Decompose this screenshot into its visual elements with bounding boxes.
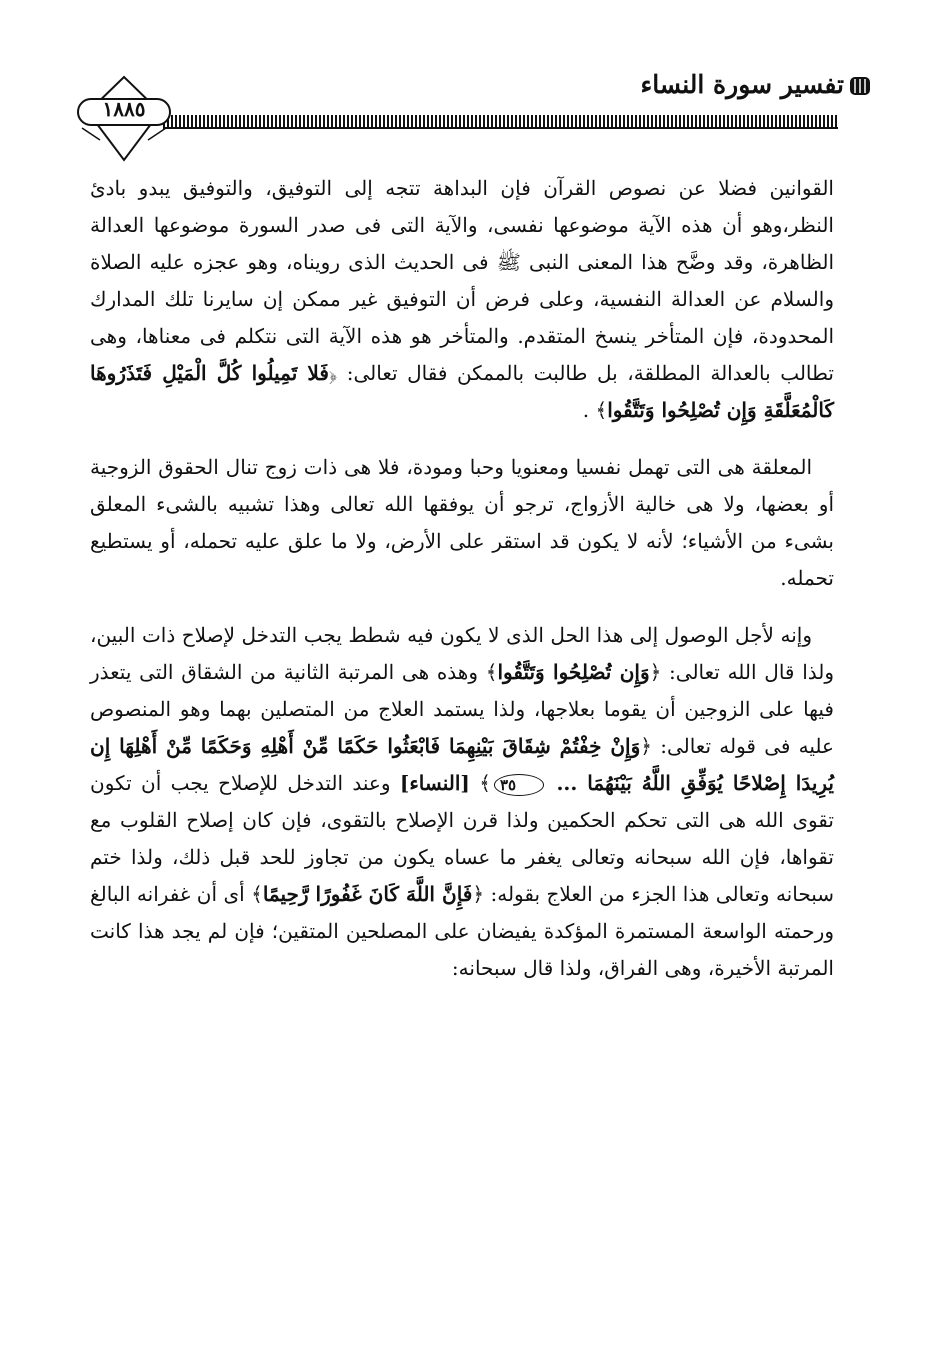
ayah-number: ٣٥ (494, 774, 544, 796)
ornate-bracket-close: ﴾ (485, 660, 498, 684)
paragraph-2: المعلقة هى التى تهمل نفسيا ومعنويا وحبا ومودة، فلا هى ذات زوج تنال الحقوق الزوجية أو بعضها، ولا هى خالية الأزواج، ترجو أن يوفقها الله تعالى وهذا تشبيه بالشىء المعلق بشىء من الأشياء؛ لأنه لا يكون قد استقر على الأرض، ولا ما علق عليه تحمله، أو يستطيع تحمله. (90, 455, 834, 590)
ornate-bracket-open: ﴿ (640, 734, 652, 758)
ornate-bracket-close: ﴾ (479, 771, 491, 795)
quran-verse: فَلا تَمِيلُوا كُلَّ الْمَيْلِ فَتَذَرُوهَا كَالْمُعَلَّقَةِ وَإِن تُصْلِحُوا وَتَتَّقُوا (90, 361, 834, 422)
paragraph-1-text: القوانين فضلا عن نصوص القرآن فإن البداهة تتجه إلى التوفيق، والتوفيق يبدو بادئ النظر،وهو أن هذه الآية موضوعها نفسى، والآية التى فى صدر السورة موضوعها العدالة الظاهرة، وقد وضَّح هذا المعنى النبى ﷺ فى الحديث الذى رويناه، وهو عجزه عليه الصلاة والسلام عن العدالة النفسية، وعلى فرض أن التوفيق غير ممكن إن سايرنا تلك المدارك المحدودة، فإن المتأخر ينسخ المتقدم. والمتأخر هو هذه الآية التى نتكلم فى معناها، وهى تطالب بالعدالة المطلقة، بل طالبت بالممكن فقال تعالى: (90, 176, 834, 385)
paragraph-3-text-c: وعند التدخل للإصلاح يجب أن تكون تقوى الله هى التى تحكم الحكمين ولذا قرن الإصلاح بالتقوى، فإن كان إصلاح القلوب مع تقواها، فإن الله سبحانه وتعالى يغفر ما عساه يكون من تجاوز للحد قبل ذلك، ولذا ختم سبحانه وتعالى هذا الجزء من العلاج بقوله: (90, 771, 835, 906)
paragraph-1-end: . (582, 398, 590, 422)
ornate-bracket-close: ﴾ (251, 882, 263, 906)
paragraph-1 (90, 170, 834, 429)
surah-reference: [النساء] (399, 771, 470, 795)
ornament-icon (849, 74, 871, 98)
page-number: ١٨٨٥ (102, 97, 146, 121)
page-body (90, 170, 834, 1007)
quran-verse: وَإِن تُصْلِحُوا وَتَتَّقُوا (497, 660, 650, 684)
ornate-bracket-open: ﴿ (472, 882, 485, 906)
ornate-bracket-open: ﴿ (328, 361, 338, 385)
header-rule-line (163, 127, 838, 129)
paragraph-3-text-b: وهذه هى المرتبة الثانية من الشقاق التى يتعذر فيها على الزوجين أن يقوما بعلاجها، ولذا يستمد العلاج من المتصلين بهما وهو المنصوص عليه فى قوله تعالى: (90, 660, 834, 758)
quran-verse: فَإِنَّ اللَّهَ كَانَ غَفُورًا رَّحِيمًا (262, 882, 473, 906)
paragraph-3-text-a: وإنه لأجل الوصول إلى هذا الحل الذى لا يكون فيه شطط يجب التدخل لإصلاح ذات البين، ولذا قال الله تعالى: (90, 623, 834, 684)
page-header (0, 0, 926, 175)
running-title: تفسير سورة النساء (640, 70, 844, 99)
ornate-bracket-open: ﴿ (649, 660, 662, 684)
ornate-bracket-close: ﴾ (595, 398, 608, 422)
quran-verse: وَإِنْ خِفْتُمْ شِقَاقَ بَيْنِهِمَا فَابْعَثُوا حَكَمًا مِّنْ أَهْلِهِ وَحَكَمًا مِّنْ أَهْلِهَا إِن يُرِيدَا إِصْلاحًا يُوَفِّقِ اللَّهُ بَيْنَهُمَا ... (90, 734, 835, 795)
paragraph-3-text-d: أى أن غفرانه البالغ ورحمته الواسعة المستمرة المؤكدة يفيضان على المصلحين المتقين؛ فإن لم يجد هذا كانت المرتبة الأخيرة، وهى الفراق، ولذا قال سبحانه: (90, 882, 834, 980)
paragraph-3 (90, 617, 834, 987)
